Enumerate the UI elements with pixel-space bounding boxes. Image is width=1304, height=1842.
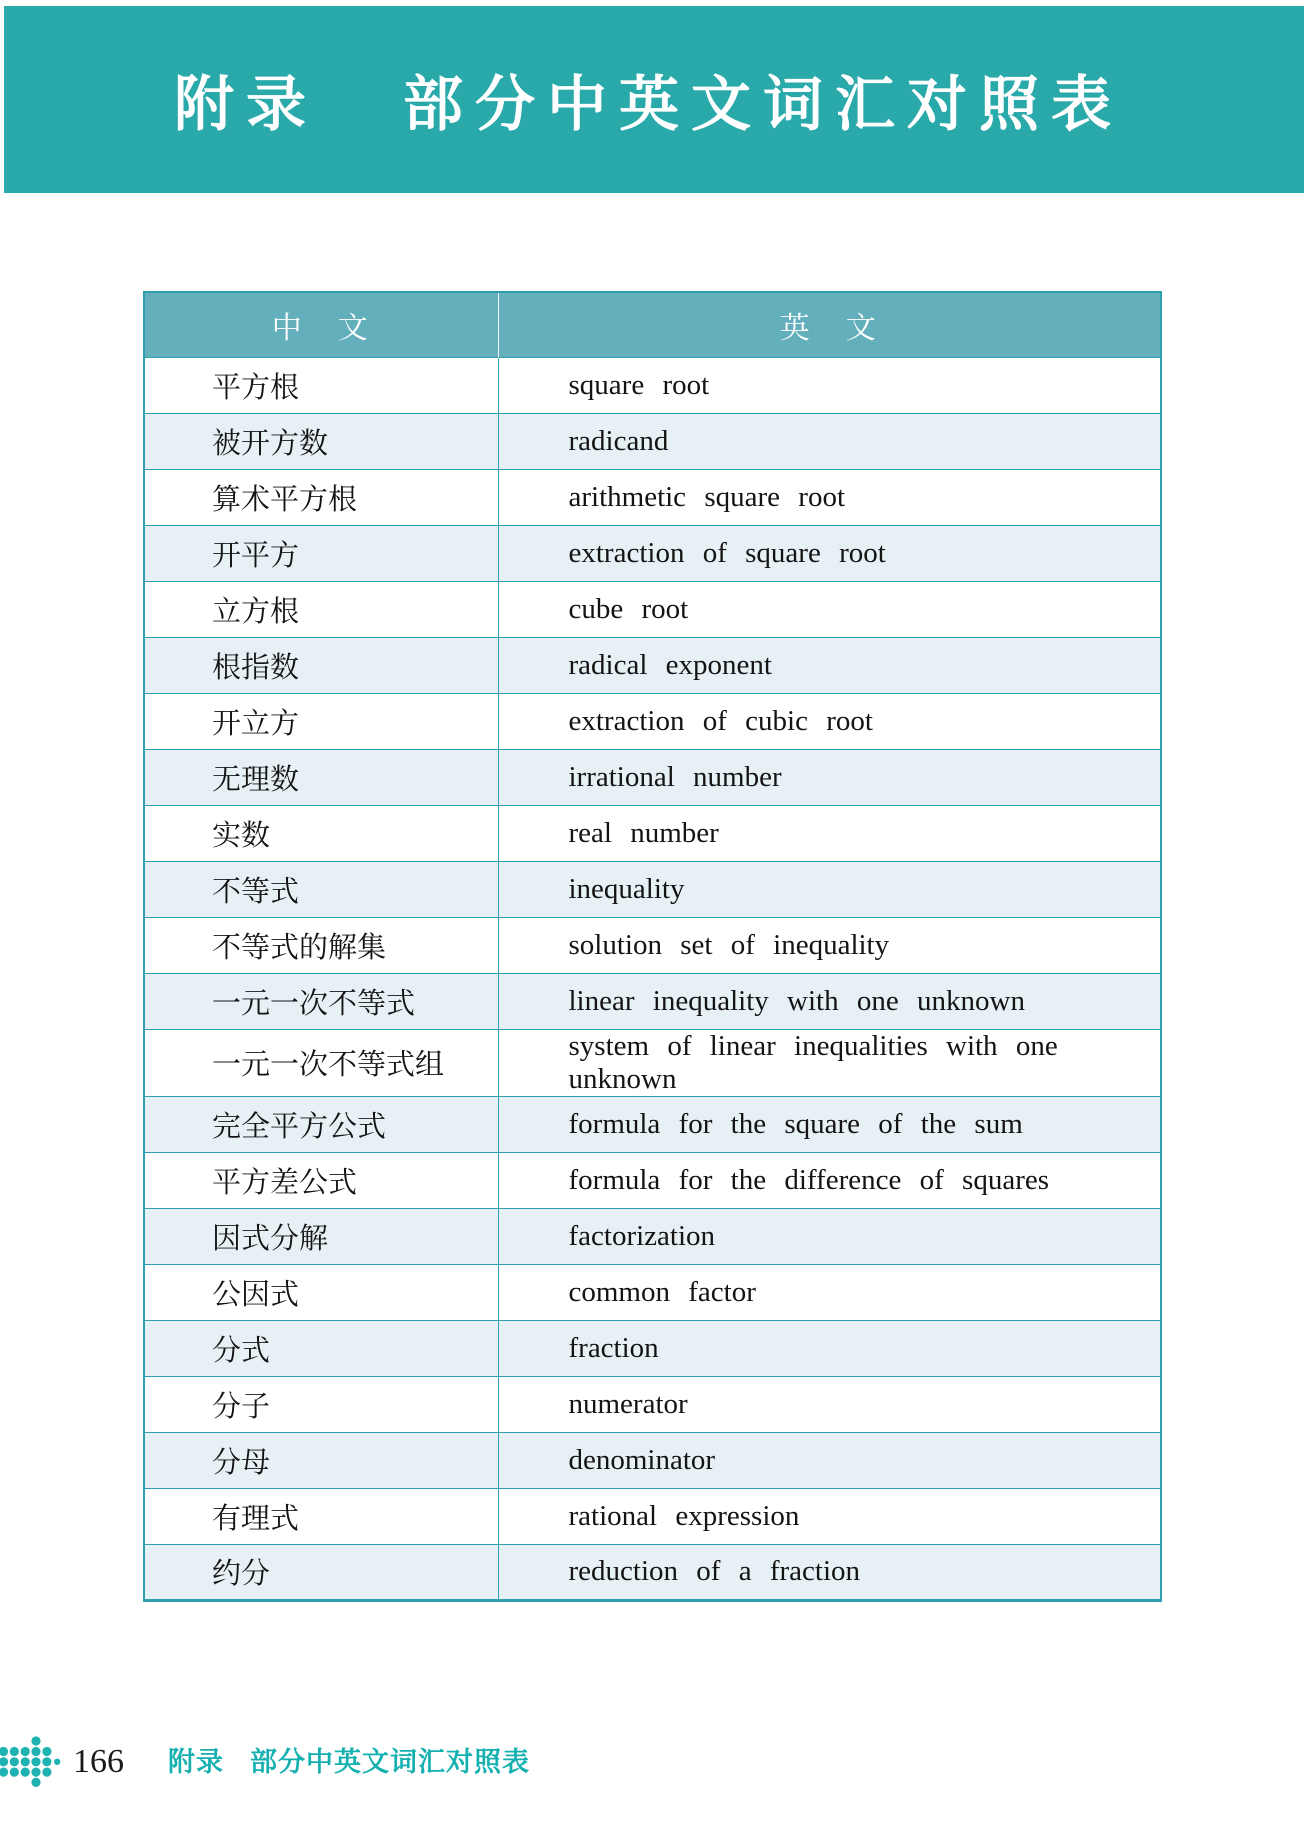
english-term: arithmetic square root <box>498 469 1161 525</box>
chinese-term: 一元一次不等式 <box>144 973 498 1029</box>
english-term: inequality <box>498 861 1161 917</box>
table-row <box>144 693 1161 749</box>
english-term: numerator <box>498 1376 1161 1432</box>
chinese-term: 分式 <box>144 1320 498 1376</box>
table-row <box>144 1544 1161 1600</box>
english-term: fraction <box>498 1320 1161 1376</box>
english-term: common factor <box>498 1264 1161 1320</box>
footer-running-title <box>168 1746 530 1777</box>
table-row <box>144 1488 1161 1544</box>
vocabulary-table <box>143 291 1162 1602</box>
chinese-term: 立方根 <box>144 581 498 637</box>
footer-title-prefix: 附录 <box>168 1746 224 1777</box>
chinese-term: 开平方 <box>144 525 498 581</box>
english-term: cube root <box>498 581 1161 637</box>
table-row <box>144 749 1161 805</box>
page-title-prefix: 附录 <box>174 70 318 138</box>
english-term: radical exponent <box>498 637 1161 693</box>
table-row <box>144 1320 1161 1376</box>
table-row <box>144 1376 1161 1432</box>
vocabulary-table-wrapper <box>143 291 1162 1602</box>
page-number: 166 <box>73 1743 124 1780</box>
english-term: real number <box>498 805 1161 861</box>
table-row <box>144 1208 1161 1264</box>
chinese-term: 不等式的解集 <box>144 917 498 973</box>
table-row <box>144 861 1161 917</box>
chinese-term: 不等式 <box>144 861 498 917</box>
table-row <box>144 1096 1161 1152</box>
footer-title-main: 部分中英文词汇对照表 <box>250 1746 530 1777</box>
english-term: formula for the difference of squares <box>498 1152 1161 1208</box>
chinese-term: 一元一次不等式组 <box>144 1029 498 1096</box>
chinese-term: 完全平方公式 <box>144 1096 498 1152</box>
table-row <box>144 1029 1161 1096</box>
english-term: factorization <box>498 1208 1161 1264</box>
english-term: irrational number <box>498 749 1161 805</box>
chinese-term: 平方根 <box>144 357 498 413</box>
english-term: extraction of cubic root <box>498 693 1161 749</box>
chinese-term: 算术平方根 <box>144 469 498 525</box>
table-row <box>144 1152 1161 1208</box>
english-term: solution set of inequality <box>498 917 1161 973</box>
chinese-term: 公因式 <box>144 1264 498 1320</box>
chinese-term: 因式分解 <box>144 1208 498 1264</box>
page-title <box>4 57 1123 143</box>
chinese-term: 分子 <box>144 1376 498 1432</box>
page-footer <box>0 1734 530 1790</box>
chinese-term: 被开方数 <box>144 413 498 469</box>
vocab-table-body <box>144 357 1161 1600</box>
table-row <box>144 637 1161 693</box>
table-row <box>144 469 1161 525</box>
english-term: reduction of a fraction <box>498 1544 1161 1600</box>
table-row <box>144 581 1161 637</box>
chinese-term: 分母 <box>144 1432 498 1488</box>
english-term: rational expression <box>498 1488 1161 1544</box>
table-row <box>144 525 1161 581</box>
table-row <box>144 357 1161 413</box>
english-term: extraction of square root <box>498 525 1161 581</box>
page-banner <box>4 6 1304 193</box>
page-title-main: 部分中英文词汇对照表 <box>403 70 1123 138</box>
english-term: linear inequality with one unknown <box>498 973 1161 1029</box>
english-term: square root <box>498 357 1161 413</box>
table-row <box>144 413 1161 469</box>
table-row <box>144 805 1161 861</box>
english-term: radicand <box>498 413 1161 469</box>
column-header-english: 英 文 <box>498 292 1161 357</box>
table-row <box>144 917 1161 973</box>
chinese-term: 有理式 <box>144 1488 498 1544</box>
chinese-term: 约分 <box>144 1544 498 1600</box>
english-term: system of linear inequalities with one unknown <box>498 1029 1161 1096</box>
dot-pattern-icon <box>0 1734 62 1790</box>
chinese-term: 无理数 <box>144 749 498 805</box>
table-header-row <box>144 292 1161 357</box>
table-row <box>144 1432 1161 1488</box>
english-term: formula for the square of the sum <box>498 1096 1161 1152</box>
english-term: denominator <box>498 1432 1161 1488</box>
column-header-chinese: 中 文 <box>144 292 498 357</box>
table-row <box>144 973 1161 1029</box>
table-row <box>144 1264 1161 1320</box>
chinese-term: 实数 <box>144 805 498 861</box>
chinese-term: 根指数 <box>144 637 498 693</box>
chinese-term: 开立方 <box>144 693 498 749</box>
chinese-term: 平方差公式 <box>144 1152 498 1208</box>
